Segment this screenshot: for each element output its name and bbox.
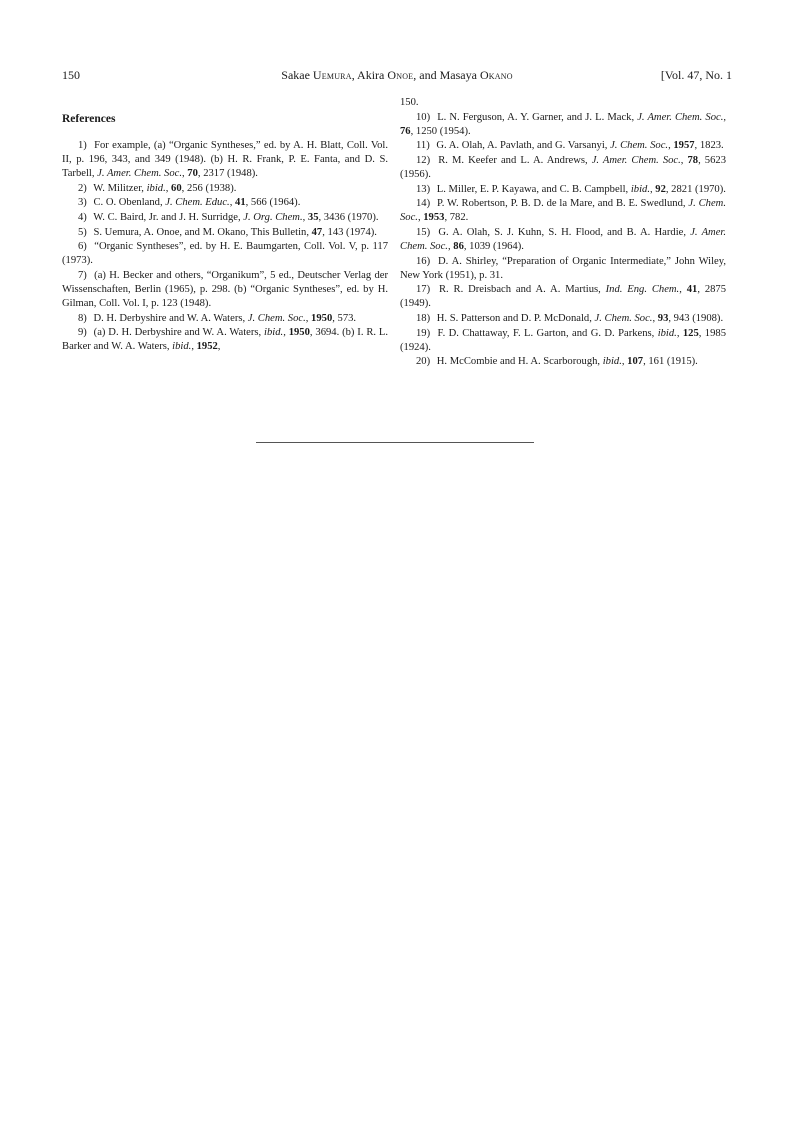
reference-text: , xyxy=(680,154,688,166)
reference-number: 6) xyxy=(78,241,87,253)
volume-number: 78 xyxy=(687,154,699,166)
reference-text: F. D. Chattaway, F. L. Garton, and G. D. Parkens, xyxy=(434,327,658,339)
reference-text: , xyxy=(652,312,658,324)
reference-text: “Organic Syntheses”, ed. by H. E. Baumgarten, Coll. Vol. V, p. 117 (1973). xyxy=(62,241,388,267)
journal-name: ibid. xyxy=(657,327,677,339)
reference-entry xyxy=(400,327,726,355)
reference-number: 2) xyxy=(78,182,87,194)
references-right-column xyxy=(400,96,726,370)
reference-text: H. McCombie and H. A. Scarborough, xyxy=(434,356,603,368)
reference-number: 12) xyxy=(416,154,431,166)
reference-number: 7) xyxy=(78,269,87,281)
journal-name: ibid. xyxy=(146,182,166,194)
reference-number: 16) xyxy=(416,255,431,267)
journal-name: J. Org. Chem. xyxy=(243,211,303,223)
reference-text: , 1823. xyxy=(694,140,724,152)
reference-number: 4) xyxy=(78,211,87,223)
reference-entry xyxy=(400,255,726,283)
volume-number: 76 xyxy=(400,125,411,137)
volume-number: 70 xyxy=(187,168,198,180)
reference-text: D. H. Derbyshire and W. A. Waters, xyxy=(90,312,248,324)
reference-text: D. A. Shirley, “Preparation of Organic Intermediate,” John Wiley, New York (1951), p. 31. xyxy=(400,255,726,281)
volume-number: 93 xyxy=(657,312,669,324)
reference-text: , 3694. (b) I. R. L. Barker and W. A. Waters, xyxy=(62,327,389,353)
reference-number: 15) xyxy=(416,226,431,238)
authors-mid2: , and Masaya xyxy=(413,68,480,82)
journal-name: J. Amer. Chem. Soc. xyxy=(637,111,724,123)
reference-number: 20) xyxy=(416,356,431,368)
volume-number: 60 xyxy=(171,182,182,194)
reference-text: , 782. xyxy=(444,212,469,224)
journal-name: Ind. Eng. Chem. xyxy=(605,284,680,296)
reference-entry xyxy=(400,139,726,153)
volume-number: 92 xyxy=(655,183,666,195)
reference-text: W. C. Baird, Jr. and J. H. Surridge, xyxy=(90,211,244,223)
reference-number: 14) xyxy=(416,198,431,210)
reference-number: 19) xyxy=(416,327,431,339)
reference-text: , xyxy=(165,182,172,194)
reference-text: , 256 (1938). xyxy=(181,182,237,194)
reference-text: , 943 (1908). xyxy=(668,312,724,324)
volume-number: 41 xyxy=(686,284,698,296)
journal-name: J. Chem. Soc. xyxy=(610,140,669,152)
reference-entry xyxy=(62,196,388,210)
reference-text: , xyxy=(723,111,726,123)
reference-text: , xyxy=(302,211,308,223)
volume-number: 1953 xyxy=(423,212,445,224)
journal-name: J. Chem. Soc. xyxy=(400,198,726,224)
reference-text: 150. xyxy=(400,97,419,108)
reference-text: , 1250 (1954). xyxy=(410,125,471,137)
journal-name: J. Chem. Soc. xyxy=(594,312,653,324)
reference-text: R. R. Dreisbach and A. A. Martius, xyxy=(434,284,606,296)
reference-text: , xyxy=(668,140,674,152)
journal-name: J. Chem. Soc. xyxy=(247,312,306,324)
reference-entry xyxy=(62,312,388,326)
reference-entry xyxy=(62,226,388,240)
volume-number: 47 xyxy=(311,226,323,238)
author1-surname: Uemura xyxy=(312,68,352,82)
reference-number: 8) xyxy=(78,312,87,324)
references-left-column xyxy=(62,139,388,355)
journal-name: J. Amer. Chem. Soc. xyxy=(400,226,726,252)
volume-number: 86 xyxy=(453,240,464,252)
reference-number: 9) xyxy=(78,327,87,339)
reference-text: H. S. Patterson and D. P. McDonald, xyxy=(434,312,595,324)
journal-name: ibid. xyxy=(172,341,192,353)
reference-entry xyxy=(400,197,726,225)
author3-surname: Okano xyxy=(479,68,513,82)
journal-name: J. Amer. Chem. Soc. xyxy=(97,168,182,180)
reference-text: , 5623 (1956). xyxy=(400,154,726,180)
running-header xyxy=(62,68,732,88)
end-rule xyxy=(256,442,534,443)
volume-number: 35 xyxy=(307,211,319,223)
reference-text: , 1985 (1924). xyxy=(400,327,726,353)
reference-text: , 566 (1964). xyxy=(245,197,301,209)
reference-text: (a) H. Becker and others, “Organikum”, 5 ed., Deutscher Verlag der Wissenschaften, Berlin (1965), p. 298. (b) “Organic Syntheses”, ed. by H. Gilman, Coll. Vol. I, p. 123 (1948). xyxy=(62,269,388,310)
reference-text: , xyxy=(305,312,312,324)
volume-number: 1950 xyxy=(288,327,310,339)
reference-entry xyxy=(62,139,388,181)
reference-text: S. Uemura, A. Onoe, and M. Okano, This Bulletin, xyxy=(90,226,312,238)
authors-prefix: Sakae xyxy=(281,68,313,82)
reference-number: 1) xyxy=(78,140,87,151)
reference-entry xyxy=(400,154,726,182)
reference-text: , 2821 (1970). xyxy=(665,183,726,195)
reference-text: , xyxy=(447,240,454,252)
reference-entry xyxy=(62,211,388,225)
volume-number: 1950 xyxy=(311,312,333,324)
reference-text: P. W. Robertson, P. B. D. de la Mare, and B. E. Swedlund, xyxy=(434,198,689,210)
reference-entry xyxy=(400,355,726,369)
reference-text: For example, (a) “Organic Syntheses,” ed. by A. H. Blatt, Coll. Vol. II, p. 196, 343, and 349 (1948). (b) H. R. Frank, P. E. Fanta, and D. S. Tarbell, xyxy=(62,140,388,180)
reference-text: , xyxy=(229,197,236,209)
reference-text: , xyxy=(649,183,656,195)
reference-text: , 143 (1974). xyxy=(322,226,377,238)
reference-number: 13) xyxy=(416,183,431,195)
reference-text: , xyxy=(191,341,197,353)
volume-number: 41 xyxy=(235,197,246,209)
reference-text: , xyxy=(676,327,683,339)
reference-number: 18) xyxy=(416,312,431,324)
reference-entry xyxy=(400,312,726,326)
reference-number: 5) xyxy=(78,226,87,238)
volume-info: [Vol. 47, No. 1 xyxy=(660,68,732,82)
reference-text: G. A. Olah, S. J. Kuhn, S. H. Flood, and B. A. Hardie, xyxy=(434,226,691,238)
running-header-authors xyxy=(62,68,732,83)
reference-entry xyxy=(400,183,726,197)
volume-number: 1957 xyxy=(673,140,695,152)
reference-number: 10) xyxy=(416,111,431,123)
reference-text: R. M. Keefer and L. A. Andrews, xyxy=(434,154,592,166)
reference-text: L. Miller, E. P. Kayawa, and C. B. Campbell, xyxy=(434,183,631,195)
reference-number: 11) xyxy=(416,140,430,152)
volume-number: 125 xyxy=(682,327,699,339)
author2-surname: Onoe xyxy=(387,68,414,82)
journal-name: ibid. xyxy=(602,356,622,368)
reference-entry xyxy=(62,269,388,311)
reference-text: G. A. Olah, A. Pavlath, and G. Varsanyi, xyxy=(433,140,611,152)
journal-name: ibid. xyxy=(264,327,284,339)
reference-text: , 2875 (1949). xyxy=(400,284,727,310)
reference-entry xyxy=(62,240,388,268)
volume-number: 1952 xyxy=(196,341,218,353)
reference-entry xyxy=(400,96,726,110)
reference-text: , 161 (1915). xyxy=(643,356,698,368)
authors-mid1: , Akira xyxy=(351,68,388,82)
reference-number: 3) xyxy=(78,197,87,209)
reference-text: , xyxy=(417,212,424,224)
reference-text: , 573. xyxy=(332,312,357,324)
reference-text: , xyxy=(621,356,628,368)
reference-text: , 1039 (1964). xyxy=(463,240,524,252)
reference-entry xyxy=(400,226,726,254)
reference-text: W. Militzer, xyxy=(90,182,147,194)
reference-text: L. N. Ferguson, A. Y. Garner, and J. L. Mack, xyxy=(434,111,638,123)
reference-text: C. O. Obenland, xyxy=(90,197,166,209)
page-number: 150 xyxy=(62,68,80,82)
reference-text: , 3436 (1970). xyxy=(318,211,379,223)
reference-text: , xyxy=(217,341,221,353)
reference-text: , xyxy=(182,168,188,180)
reference-text: (a) D. H. Derbyshire and W. A. Waters, xyxy=(90,327,265,339)
journal-name: J. Chem. Educ. xyxy=(165,197,230,209)
reference-entry xyxy=(400,283,726,311)
reference-entry xyxy=(62,326,388,354)
reference-text: , xyxy=(283,327,289,339)
reference-number: 17) xyxy=(416,284,431,296)
references-heading: References xyxy=(62,113,116,125)
journal-name: J. Amer. Chem. Soc. xyxy=(591,154,681,166)
reference-entry xyxy=(62,182,388,196)
journal-name: ibid. xyxy=(630,183,650,195)
volume-number: 107 xyxy=(627,356,644,368)
reference-entry xyxy=(400,111,726,139)
reference-text: , 2317 (1948). xyxy=(197,168,258,180)
reference-text: , xyxy=(679,284,687,296)
